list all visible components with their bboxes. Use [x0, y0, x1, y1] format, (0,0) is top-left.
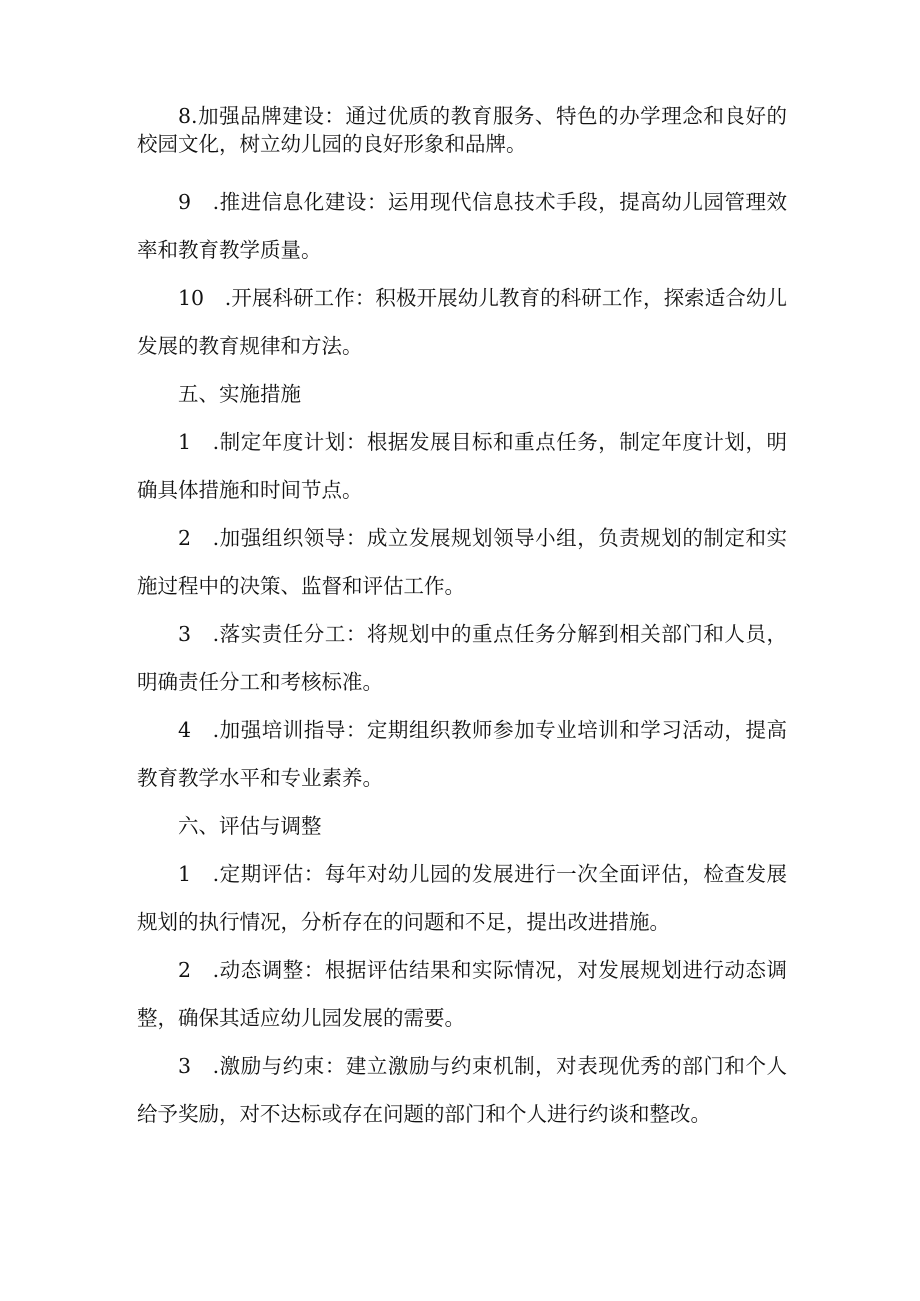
- section-heading-implementation: 五、实施措施: [178, 382, 301, 406]
- document-body: [137, 96, 787, 1138]
- paragraph-regular-evaluation: 1 .定期评估：每年对幼儿园的发展进行一次全面评估，检查发展规划的执行情况，分析存在的问题和不足，提出改进措施。: [137, 862, 787, 934]
- paragraph-incentive-constraint: 3 .激励与约束：建立激励与约束机制，对表现优秀的部门和个人给予奖励，对不达标或存在问题的部门和个人进行约谈和整改。: [137, 1054, 787, 1126]
- paragraph-brand-building: 8.加强品牌建设：通过优质的教育服务、特色的办学理念和良好的校园文化，树立幼儿园的良好形象和品牌。: [137, 104, 787, 156]
- section-heading-evaluation: 六、评估与调整: [178, 814, 322, 838]
- paragraph-training-guidance: 4 .加强培训指导：定期组织教师参加专业培训和学习活动，提高教育教学水平和专业素养。: [137, 718, 787, 790]
- paragraph-organization-leadership: 2 .加强组织领导：成立发展规划领导小组，负责规划的制定和实施过程中的决策、监督和评估工作。: [137, 526, 787, 598]
- paragraph-annual-plan: 1 .制定年度计划：根据发展目标和重点任务，制定年度计划，明确具体措施和时间节点。: [137, 430, 787, 502]
- paragraph-dynamic-adjustment: 2 .动态调整：根据评估结果和实际情况，对发展规划进行动态调整，确保其适应幼儿园发展的需要。: [137, 958, 787, 1030]
- paragraph-research-work: 10 .开展科研工作：积极开展幼儿教育的科研工作，探索适合幼儿发展的教育规律和方法。: [137, 286, 787, 358]
- paragraph-responsibility-division: 3 .落实责任分工：将规划中的重点任务分解到相关部门和人员，明确责任分工和考核标准。: [137, 622, 787, 694]
- paragraph-informatization: 9 .推进信息化建设：运用现代信息技术手段，提高幼儿园管理效率和教育教学质量。: [137, 190, 787, 262]
